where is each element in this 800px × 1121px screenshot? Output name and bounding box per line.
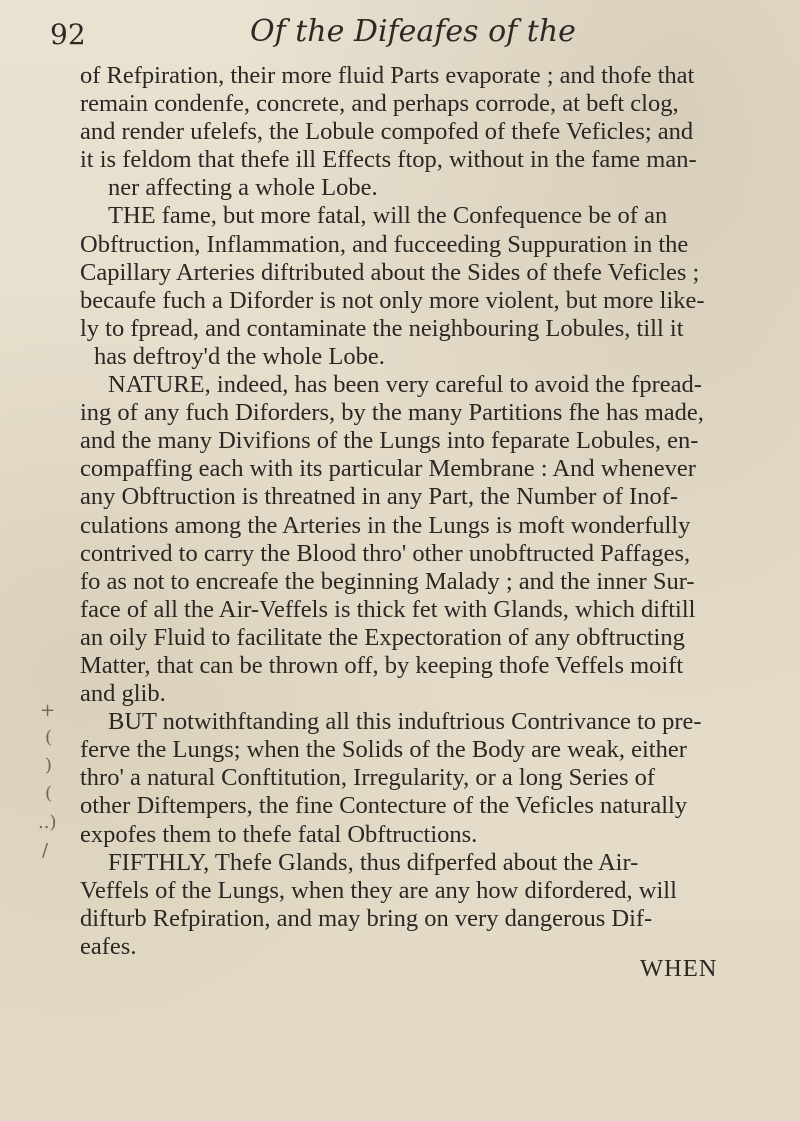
text-line: BUT notwithftanding all this induftrious Contrivance to pre- [108,708,702,736]
text-line: Matter, that can be thrown off, by keeping thofe Veffels moift [80,651,684,679]
text-line: compaffing each with its particular Membrane : And whenever [80,455,696,483]
text-line: contrived to carry the Blood thro' other unobftructed Paffages, [80,539,691,567]
running-title: Of the Difeafes of the [250,14,576,49]
margin-pencil-mark: ) [45,755,53,776]
margin-pencil-mark: ( [45,783,53,804]
text-line: ly to fpread, and contaminate the neighbouring Lobules, till it [80,314,684,342]
margin-pencil-mark: / [42,840,49,861]
text-line: becaufe fuch a Diforder is not only more violent, but more like- [80,286,705,314]
text-line: an oily Fluid to facilitate the Expectoration of any obftructing [80,623,685,651]
text-line: difturb Refpiration, and may bring on very dangerous Dif- [80,904,653,932]
margin-pencil-mark: ..) [38,812,57,833]
text-line: thro' a natural Conftitution, Irregularity, or a long Series of [80,764,656,792]
text-line: Veffels of the Lungs, when they are any how difordered, will [80,876,677,904]
text-line: Obftruction, Inflammation, and fucceeding Suppuration in the [80,230,689,258]
margin-pencil-mark: + [40,700,56,721]
text-line: and glib. [80,680,166,708]
text-line: remain condenfe, concrete, and perhaps corrode, at beft clog, [80,90,679,118]
text-line: culations among the Arteries in the Lungs is moft wonderfully [80,511,691,539]
text-line: face of all the Air-Veffels is thick fet with Glands, which diftill [80,595,696,623]
text-line: other Diftempers, the fine Contecture of the Veficles naturally [80,792,688,820]
running-head [0,14,800,54]
text-line: FIFTHLY, Thefe Glands, thus difperfed about the Air- [108,848,639,876]
text-line: of Refpiration, their more fluid Parts evaporate ; and thofe that [80,62,695,89]
text-line: NATURE, indeed, has been very careful to avoid the fpread- [108,371,702,399]
body-text [80,62,770,961]
text-line: THE fame, but more fatal, will the Confequence be of an [108,202,668,230]
text-line: and the many Divifions of the Lungs into feparate Lobules, en- [80,427,699,455]
text-line: ner affecting a whole Lobe. [108,174,378,202]
text-line: it is feldom that thefe ill Effects ftop, without in the fame man- [80,146,697,174]
text-line: has deftroy'd the whole Lobe. [94,342,385,370]
text-line: ing of any fuch Diforders, by the many Partitions fhe has made, [80,399,704,427]
text-line: Capillary Arteries diftributed about the Sides of thefe Veficles ; [80,258,700,286]
text-line: and render ufelefs, the Lobule compofed of thefe Veficles; and [80,118,694,146]
text-line: eafes. [80,932,137,960]
text-line: expofes them to thefe fatal Obftructions. [80,820,478,848]
catchword: WHEN [640,955,718,982]
text-line: any Obftruction is threatned in any Part, the Number of Inof- [80,483,679,511]
text-line: fo as not to encreafe the beginning Malady ; and the inner Sur- [80,567,695,595]
page-number: 92 [50,18,86,51]
margin-pencil-mark: ( [45,727,53,748]
text-line: ferve the Lungs; when the Solids of the Body are weak, either [80,736,687,764]
